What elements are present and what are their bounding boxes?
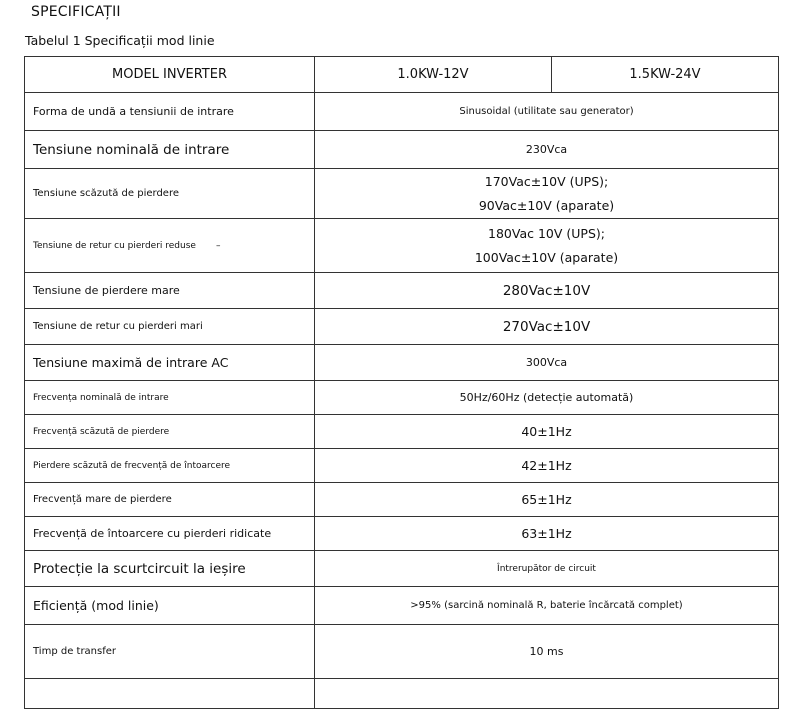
- table-caption: Tabelul 1 Specificații mod linie: [25, 33, 215, 48]
- table-row: [25, 551, 779, 587]
- row-label: Tensiune scăzută de pierdere: [25, 169, 315, 219]
- table-row: [25, 169, 779, 219]
- row-label: [25, 219, 315, 273]
- table-row: [25, 381, 779, 415]
- row-value: [315, 219, 779, 273]
- row-label: Tensiune maximă de intrare AC: [25, 345, 315, 381]
- empty-cell: [25, 679, 315, 709]
- table-row: [25, 415, 779, 449]
- row-label: Frecvență scăzută de pierdere: [25, 415, 315, 449]
- table-header-row: [25, 57, 779, 93]
- row-value: >95% (sarcină nominală R, baterie încărcată complet): [315, 587, 779, 625]
- table-row: [25, 219, 779, 273]
- specifications-table: [24, 56, 779, 709]
- table-row: [25, 131, 779, 169]
- row-value: 10 ms: [315, 625, 779, 679]
- row-value: [315, 169, 779, 219]
- row-value: 40±1Hz: [315, 415, 779, 449]
- value-line: 100Vac±10V (aparate): [474, 249, 619, 265]
- row-value: 65±1Hz: [315, 483, 779, 517]
- table-row: [25, 309, 779, 345]
- table-row: [25, 93, 779, 131]
- table-row: [25, 273, 779, 309]
- row-label: Timp de transfer: [25, 625, 315, 679]
- empty-cell: [315, 679, 779, 709]
- row-label: Eficiență (mod linie): [25, 587, 315, 625]
- row-value: 50Hz/60Hz (detecție automată): [315, 381, 779, 415]
- value-line: 180Vac 10V (UPS);: [488, 225, 605, 241]
- value-line: 90Vac±10V (aparate): [478, 197, 615, 213]
- row-value: 270Vac±10V: [315, 309, 779, 345]
- row-label: Frecvență mare de pierdere: [25, 483, 315, 517]
- row-label: Pierdere scăzută de frecvență de întoarcere: [25, 449, 315, 483]
- header-model: MODEL INVERTER: [25, 57, 315, 93]
- header-col-1: 1.0KW-12V: [315, 57, 552, 93]
- table-row: [25, 679, 779, 709]
- row-value: Întrerupător de circuit: [315, 551, 779, 587]
- row-label: Forma de undă a tensiunii de intrare: [25, 93, 315, 131]
- table-row: [25, 449, 779, 483]
- row-value: 63±1Hz: [315, 517, 779, 551]
- table-row: [25, 483, 779, 517]
- row-value: 280Vac±10V: [315, 273, 779, 309]
- value-line: 170Vac±10V (UPS);: [484, 173, 609, 189]
- row-value: 230Vca: [315, 131, 779, 169]
- row-label: Protecție la scurtcircuit la ieșire: [25, 551, 315, 587]
- table-row: [25, 517, 779, 551]
- row-label-text: Tensiune de retur cu pierderi reduse: [33, 240, 196, 251]
- section-title: SPECIFICAȚII: [31, 4, 121, 20]
- row-value: 42±1Hz: [315, 449, 779, 483]
- table-row: [25, 625, 779, 679]
- header-col-2: 1.5KW-24V: [552, 57, 779, 93]
- row-value: Sinusoidal (utilitate sau generator): [315, 93, 779, 131]
- row-label: Tensiune nominală de intrare: [25, 131, 315, 169]
- row-label: Tensiune de pierdere mare: [25, 273, 315, 309]
- row-value: 300Vca: [315, 345, 779, 381]
- row-label: Frecvența nominală de intrare: [25, 381, 315, 415]
- row-label: Tensiune de retur cu pierderi mari: [25, 309, 315, 345]
- table-row: [25, 587, 779, 625]
- dash-mark: –: [215, 240, 221, 251]
- table-row: [25, 345, 779, 381]
- row-label: Frecvență de întoarcere cu pierderi ridicate: [25, 517, 315, 551]
